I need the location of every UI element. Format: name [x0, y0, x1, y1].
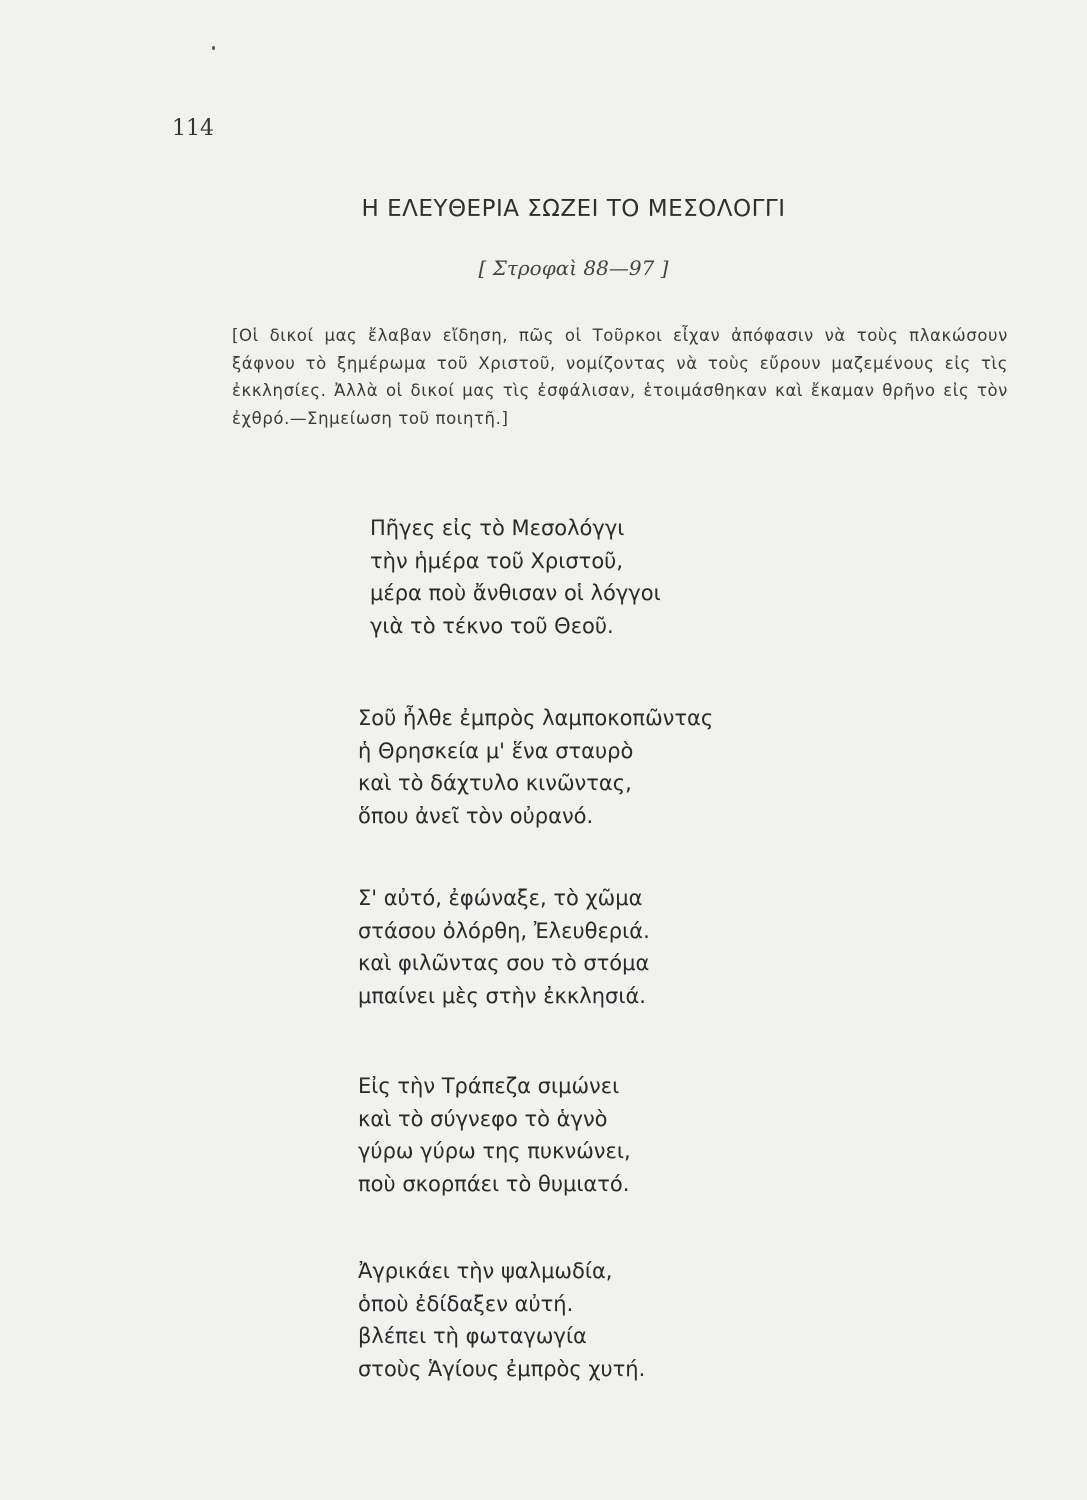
stanza-2 — [358, 702, 878, 832]
poem-subtitle: [ Στροφαὶ 88—97 ] — [478, 256, 669, 280]
verse-line: βλέπει τὴ φωταγωγία — [358, 1324, 587, 1348]
verse-line: μπαίνει μὲς στὴν ἐκκλησιά. — [358, 983, 646, 1008]
verse-line: στοὺς Ἁγίους ἐμπρὸς χυτή. — [358, 1356, 646, 1381]
verse-line: Σ' αὐτό, ἐφώναξε, τὸ χῶμα — [358, 886, 643, 910]
ink-speck — [212, 46, 215, 50]
verse-line: Πῆγες εἰς τὸ Μεσολόγγι — [370, 516, 625, 540]
verse-line: ὅπου ἀνεῖ τὸν οὐρανό. — [358, 803, 594, 828]
stanza-3 — [358, 882, 878, 1012]
verse-line: στάσου ὀλόρθη, Ἐλευθεριά. — [358, 918, 650, 943]
verse-line: Εἰς τὴν Τράπεζα σιμώνει — [358, 1074, 620, 1098]
stanza-4 — [358, 1070, 878, 1200]
verse-line: Σοῦ ἦλθε ἐμπρὸς λαμποκοπῶντας — [358, 706, 714, 730]
verse-line: μέρα ποὺ ἄνθισαν οἱ λόγγοι — [370, 581, 661, 605]
page-number: 114 — [172, 116, 214, 141]
verse-line: γύρω γύρω της πυκνώνει, — [358, 1139, 631, 1163]
verse-line: ὁποὺ ἐδίδαξεν αὐτή. — [358, 1291, 574, 1316]
verse-line: καὶ τὸ δάχτυλο κινῶντας, — [358, 771, 632, 795]
verse-line: καὶ τὸ σύγνεφο τὸ ἁγνὸ — [358, 1106, 608, 1131]
poet-note — [232, 322, 1008, 432]
verse-line: ποὺ σκορπάει τὸ θυμιατό. — [358, 1171, 630, 1196]
verse-line: καὶ φιλῶντας σου τὸ στόμα — [358, 951, 650, 975]
verse-line: Ἀγρικάει τὴν ψαλμωδία, — [358, 1259, 613, 1283]
stanza-5 — [358, 1255, 878, 1385]
verse-line: τὴν ἡμέρα τοῦ Χριστοῦ, — [370, 548, 623, 573]
poet-note-text: [Οἱ δικοί μας ἔλαβαν εἴδηση, πῶς οἱ Τοῦρκοι εἶχαν ἀπόφασιν νὰ τοὺς πλακώσουν ξάφνου τὸ ξημέρωμα τοῦ Χριστοῦ, νομίζοντας νὰ τοὺς εὔρουν μαζεμένους εἰς τὶς ἐκκλησίες. Ἀλλὰ οἱ δικοί μας τὶς ἐσφάλισαν, ἑτοιμάσθηκαν καὶ ἔκαμαν θρῆνο εἰς τὸν ἐχθρό.—Σημείωση τοῦ ποιητῆ.] — [232, 326, 1008, 428]
verse-line: ἡ Θρησκεία μ' ἕνα σταυρὸ — [358, 738, 634, 763]
verse-line: γιὰ τὸ τέκνο τοῦ Θεοῦ. — [370, 613, 614, 638]
stanza-1 — [370, 512, 890, 642]
poem-title: Η ΕΛΕΥΘΕΡΙΑ ΣΩΖΕΙ ΤΟ ΜΕΣΟΛΟΓΓΙ — [361, 196, 786, 222]
